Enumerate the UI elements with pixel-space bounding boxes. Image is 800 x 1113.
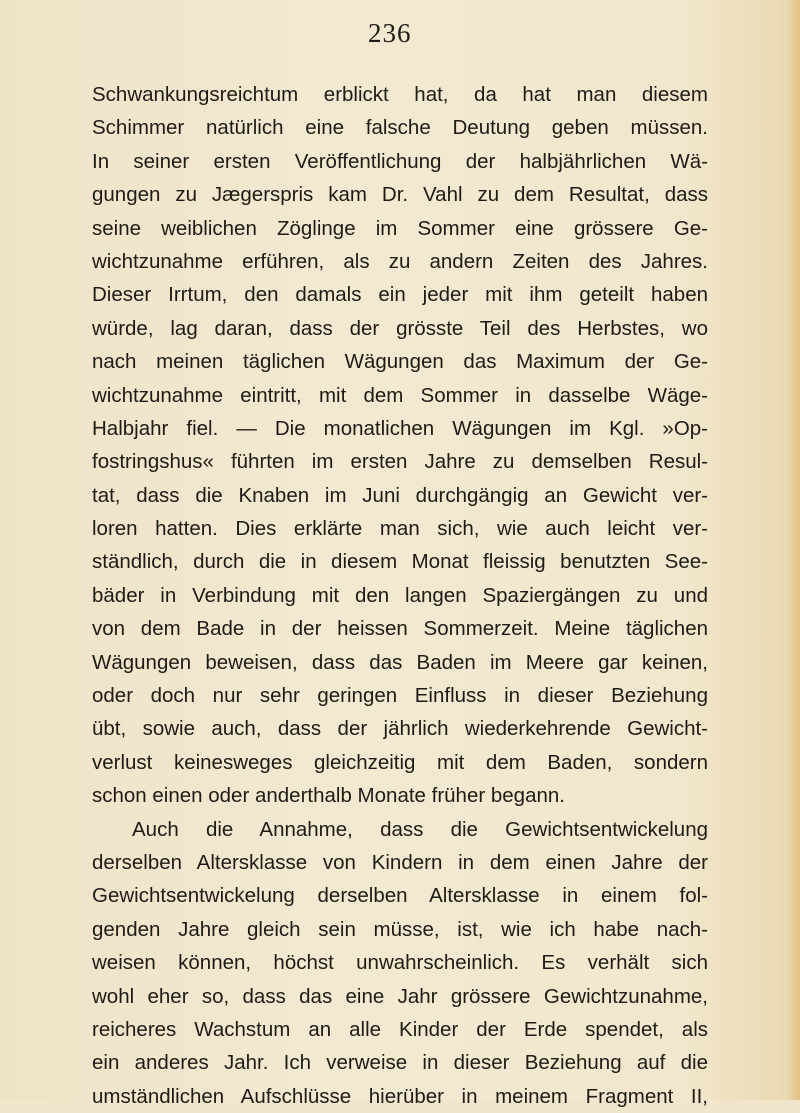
paragraph-start-line: Auch die Annahme, dass die Gewichtsentwickelung: [132, 817, 708, 841]
text-line: derselben Altersklasse von Kindern in dem einen Jahre der: [92, 850, 708, 874]
text-line: oder doch nur sehr geringen Einfluss in dieser Beziehung: [92, 684, 708, 708]
text-line: Schwankungsreichtum erblickt hat, da hat man diesem: [92, 83, 708, 106]
text-line: genden Jahre gleich sein müsse, ist, wie ich habe nach-: [92, 917, 708, 941]
text-line: fostringshus« führten im ersten Jahre zu demselben Resul-: [92, 450, 708, 474]
text-line: Halbjahr fiel. — Die monatlichen Wägungen im Kgl. »Op-: [92, 416, 708, 440]
text-line: wichtzunahme erführen, als zu andern Zeiten des Jahres.: [92, 249, 708, 273]
page-number: 236: [368, 18, 412, 48]
page-edge: [786, 0, 800, 1100]
text-line: nach meinen täglichen Wägungen das Maximum der Ge-: [92, 350, 708, 374]
text-line: verlust keinesweges gleichzeitig mit dem Baden, sondern: [92, 750, 708, 774]
text-line: wichtzunahme eintritt, mit dem Sommer in dasselbe Wäge-: [92, 383, 708, 407]
text-line: ein anderes Jahr. Ich verweise in dieser Beziehung auf die: [92, 1051, 708, 1075]
text-line: Dieser Irrtum, den damals ein jeder mit ihm geteilt haben: [92, 283, 708, 307]
text-line: seine weiblichen Zöglinge im Sommer eine grössere Ge-: [92, 216, 708, 240]
text-line: Wägungen beweisen, dass das Baden im Meere gar keinen,: [92, 650, 708, 674]
text-line: reicheres Wachstum an alle Kinder der Erde spendet, als: [92, 1017, 708, 1041]
body-text: [92, 78, 708, 1113]
paragraph-end-line: schon einen oder anderthalb Monate früher begann.: [92, 784, 565, 808]
text-line: würde, lag daran, dass der grösste Teil des Herbstes, wo: [92, 316, 708, 340]
text-line: übt, sowie auch, dass der jährlich wiederkehrende Gewicht-: [92, 717, 708, 741]
text-line: In seiner ersten Veröffentlichung der halbjährlichen Wä-: [92, 149, 708, 173]
text-line: weisen können, höchst unwahrscheinlich. Es verhält sich: [92, 951, 708, 975]
text-line: wohl eher so, dass das eine Jahr grössere Gewichtzunahme,: [92, 984, 708, 1008]
text-line: umständlichen Aufschlüsse hierüber in meinem Fragment II,: [92, 1084, 708, 1108]
text-line: ständlich, durch die in diesem Monat fleissig benutzten See-: [92, 550, 708, 574]
text-line: Gewichtsentwickelung derselben Altersklasse in einem fol-: [92, 884, 708, 908]
text-line: loren hatten. Dies erklärte man sich, wie auch leicht ver-: [92, 517, 708, 541]
text-line: bäder in Verbindung mit den langen Spaziergängen zu und: [92, 583, 708, 607]
text-line: tat, dass die Knaben im Juni durchgängig an Gewicht ver-: [92, 483, 708, 507]
text-line: von dem Bade in der heissen Sommerzeit. Meine täglichen: [92, 617, 708, 641]
text-line: gungen zu Jægerspris kam Dr. Vahl zu dem Resultat, dass: [92, 183, 708, 207]
text-line: Schimmer natürlich eine falsche Deutung geben müssen.: [92, 116, 708, 140]
